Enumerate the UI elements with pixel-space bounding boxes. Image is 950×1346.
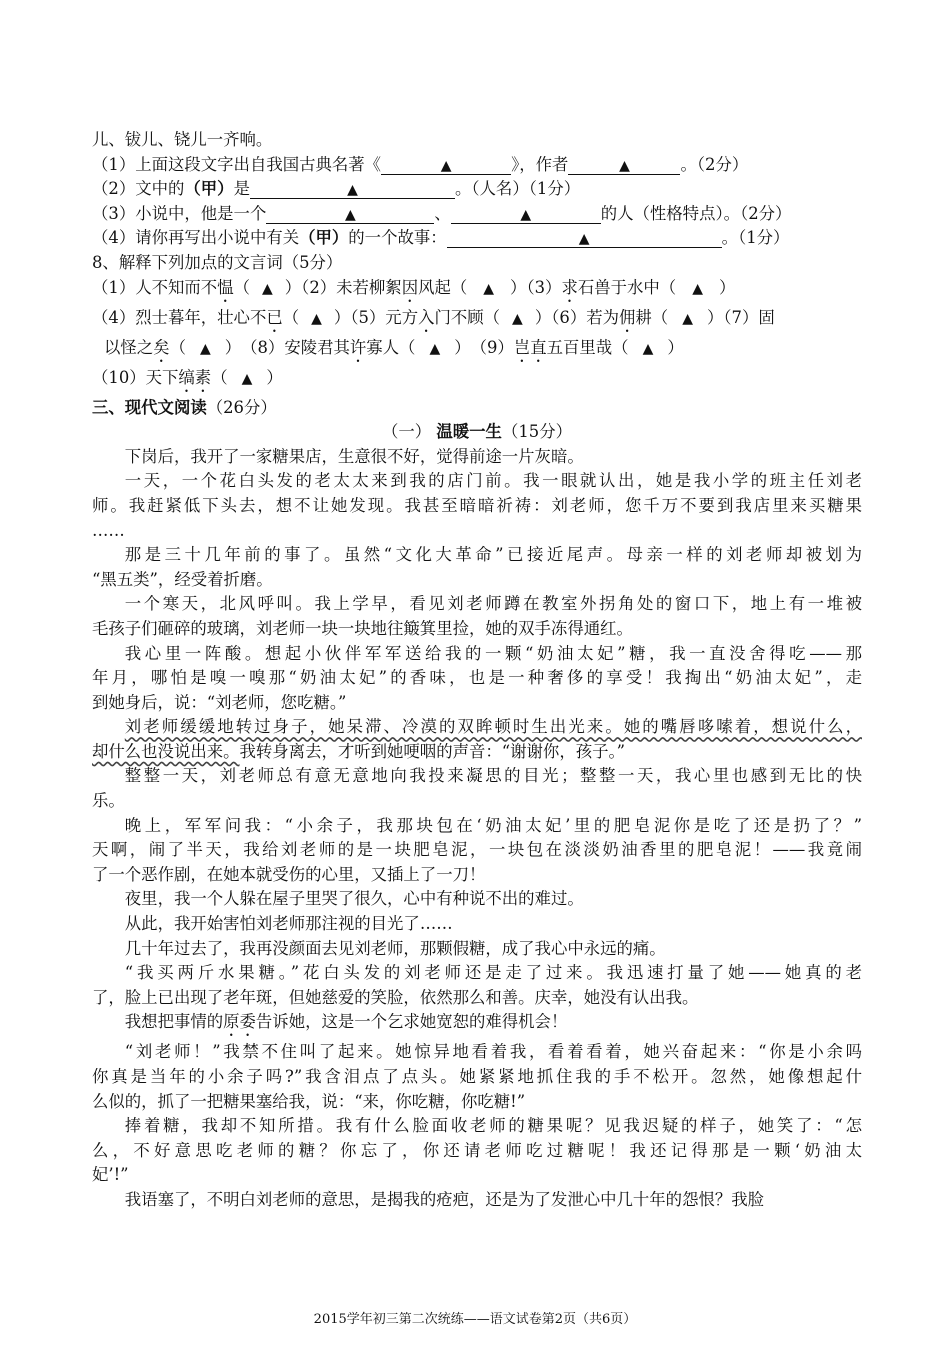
wavy-underlined-text: 却什么也没说出来。 xyxy=(92,741,240,761)
text-line: 年月，哪怕是嗅一嗅那“奶油太妃”的香味，也是一种奢侈的享受！我掏出“奶油太妃”，走 xyxy=(92,668,862,688)
essay-paragraph xyxy=(92,1114,862,1188)
essay-paragraph xyxy=(92,764,862,813)
wavy-underlined-text: 刘老师缓缓地转过身子，她呆滞、冷漠的双眸顿时生出光来。她的嘴唇哆嗦着，想说什么， xyxy=(124,717,862,737)
text-line: 我语塞了，不明白刘老师的意思，是揭我的疮疤，还是为了发泄心中几十年的怨恨？我脸 xyxy=(124,1189,765,1209)
text-line: 一个寒天，北风呼叫。我上学早，看见刘老师蹲在教室外拐角处的窗口下，地上有一堆被 xyxy=(124,594,862,614)
essay-paragraph xyxy=(92,642,862,716)
text-line: 了，脸上已出现了老年斑，但她慈爱的笑脸，依然那么和善。庆幸，她没有认出我。 xyxy=(92,987,699,1007)
triangle-icon: ▲ xyxy=(261,280,273,297)
text-line: “黑五类”，经受着折磨。 xyxy=(92,569,273,589)
answer-blank[interactable] xyxy=(447,228,722,248)
text-line: 一天，一个花白头发的老太太来到我的店门前。我一眼就认出，她是我小学的班主任刘老 xyxy=(124,471,862,491)
text-line: 那是三十几年前的事了。虽然“文化大革命”已接近尾声。母亲一样的刘老师却被划为 xyxy=(124,545,862,565)
essay-paragraph xyxy=(92,1188,862,1213)
text-line: 夜里，我一个人躲在屋子里哭了很久，心中有种说不出的难过。 xyxy=(124,889,584,909)
text-line: 了一个恶作剧，在她本就受伤的心里，又插上了一刀！ xyxy=(92,864,486,884)
text-line: 么，不好意思吃老师的糖？你忘了，你还请老师吃过糖呢！我还记得那是一颗‘奶油太 xyxy=(92,1140,862,1160)
answer-blank[interactable] xyxy=(250,179,455,199)
triangle-icon: ▲ xyxy=(344,206,356,223)
answer-blank[interactable] xyxy=(568,155,680,175)
text-line: 毛孩子们砸碎的玻璃，刘老师一块一块地往簸箕里捡，她的双手冻得通红。 xyxy=(92,618,633,638)
q7-continuation: 儿、钹儿、铙儿一齐响。 xyxy=(92,130,273,149)
triangle-icon: ▲ xyxy=(199,340,211,357)
triangle-icon: ▲ xyxy=(429,340,441,357)
text-line: 几十年过去了，我再没颜面去见刘老师，那颗假糖，成了我心中永远的痛。 xyxy=(124,938,666,958)
text-line: 你真是当年的小余子吗?”我含泪点了点头。她紧紧地抓住我的手不松开。忽然，她像想起什 xyxy=(92,1067,862,1086)
triangle-icon: ▲ xyxy=(512,310,523,327)
triangle-icon: ▲ xyxy=(619,157,630,174)
essay-body-c xyxy=(92,1040,862,1212)
text-line: 捧着糖，我却不知所措。我有什么脸面收老师的糖果呢？见我迟疑的样子，她笑了：“怎 xyxy=(124,1116,862,1136)
essay-paragraph xyxy=(92,937,862,962)
q7-part4: （4）请你再写出小说中有关（甲）的一个故事： ▲ 。（1分） xyxy=(92,228,790,248)
text-line: 下岗后，我开了一家糖果店，生意很不好，觉得前途一片灰暗。 xyxy=(124,446,584,466)
essay-paragraph xyxy=(92,814,862,888)
text-line: 我心里一阵酸。想起小伙伴军军送给我的一颗“奶油太妃”糖，我一直没舍得吃——那 xyxy=(124,643,862,663)
text-line: …… xyxy=(92,520,125,540)
triangle-icon: ▲ xyxy=(241,370,253,387)
essay-paragraph: 我想把事情的原委告诉她，这是一个乞求她宽恕的难得机会！ xyxy=(124,1012,568,1032)
triangle-icon: ▲ xyxy=(682,310,693,327)
essay-body-b xyxy=(92,764,862,1010)
q8-row3: 以怪之矣（ ▲ ） （8）安陵君其许寡人（ ▲ ） （9）岂直五百里哉（ ▲ ） xyxy=(104,337,684,357)
text-line: 晚上，军军问我：“小余子，我那块包在‘奶油太妃’里的肥皂泥你是吃了还是扔了？” xyxy=(124,815,862,835)
page-footer: 2015学年初三第二次统练——语文试卷第2页（共6页） xyxy=(313,1312,637,1327)
section-3-heading: 三、现代文阅读（26分） xyxy=(92,397,277,417)
text-line: 天啊，闹了半天，我给刘老师的是一块肥皂泥，一块包在淡淡奶油香里的肥皂泥！——我竟闹 xyxy=(92,840,862,860)
text-line: 师。我赶紧低下头去，想不让她发现。我甚至暗暗祈祷：刘老师，您千万不要到我店里来买糖果 xyxy=(92,495,862,515)
triangle-icon: ▲ xyxy=(692,280,703,297)
q8-row4: （10）天下缟素（ ▲ ） xyxy=(92,367,283,387)
triangle-icon: ▲ xyxy=(520,206,532,223)
text-line: 整整一天，刘老师总有意无意地向我投来凝思的目光；整整一天，我心里也感到无比的快 xyxy=(124,766,862,786)
q7-part3: （3）小说中，他是一个 ▲ 、 ▲ 的人（性格特点）。（2分） xyxy=(92,203,792,223)
text-line: 从此，我开始害怕刘老师那注视的目光了…… xyxy=(124,914,453,934)
text-line: “我买两斤水果糖。”花白头发的刘老师还是走了过来。我迅速打量了她——她真的老 xyxy=(124,963,862,983)
q8-row2: （4）烈士暮年，壮心不已（ ▲ ）（5）元方入门不顾（ ▲ ）（6）若为佣耕（ ▲ ）（7）固 xyxy=(92,307,775,327)
text-line: 乐。 xyxy=(92,791,125,811)
essay-body-a xyxy=(92,445,862,716)
text-line: 妃’!” xyxy=(92,1165,129,1185)
essay-paragraph xyxy=(92,445,862,470)
triangle-icon: ▲ xyxy=(578,231,590,248)
essay-title: （一） 温暖一生（15分） xyxy=(382,422,572,442)
essay-paragraph xyxy=(92,961,862,1010)
essay-paragraph xyxy=(92,592,862,641)
text-line: “刘老师！”我禁不住叫了起来。她惊异地看着我，看着看着，她兴奋起来：“你是小余吗 xyxy=(124,1042,862,1062)
exam-page xyxy=(92,128,862,1213)
answer-blank[interactable] xyxy=(266,204,434,224)
text-line: 么似的，抓了一把糖果塞给我，说：“来，你吃糖，你吃糖!” xyxy=(92,1091,526,1111)
essay-paragraph xyxy=(92,912,862,937)
essay-paragraph xyxy=(92,543,862,592)
q7-part2: （2）文中的（甲）是 ▲ 。（人名）（1分） xyxy=(92,179,581,199)
essay-paragraph xyxy=(92,1040,862,1114)
answer-blank[interactable] xyxy=(381,155,511,175)
q7-part1: （1）上面这段文字出自我国古典名著《 ▲ 》，作者 ▲ 。（2分） xyxy=(92,154,749,174)
triangle-icon: ▲ xyxy=(440,157,452,174)
q8-row1: （1）人不知而不愠（ ▲ ）（2）未若柳絮因风起（ ▲ ）（3）求石兽于水中（ ▲ ） xyxy=(92,277,736,297)
essay-paragraph xyxy=(92,887,862,912)
text-line: 到她身后，说：“刘老师，您吃糖。” xyxy=(92,692,347,712)
essay-paragraph-wavy: 刘老师缓缓地转过身子，她呆滞、冷漠的双眸顿时生出光来。她的嘴唇哆嗦着，想说什么， 却什么也没说出来。我转身离去，才听到她哽咽的声音：“谢谢你，孩子。” xyxy=(92,717,862,761)
triangle-icon: ▲ xyxy=(642,340,654,357)
triangle-icon: ▲ xyxy=(311,310,322,327)
essay-paragraph xyxy=(92,469,862,543)
q8-title: 8、解释下列加点的文言词（5分） xyxy=(92,252,343,272)
triangle-icon: ▲ xyxy=(483,280,495,297)
answer-blank[interactable] xyxy=(451,204,601,224)
triangle-icon: ▲ xyxy=(347,182,358,199)
